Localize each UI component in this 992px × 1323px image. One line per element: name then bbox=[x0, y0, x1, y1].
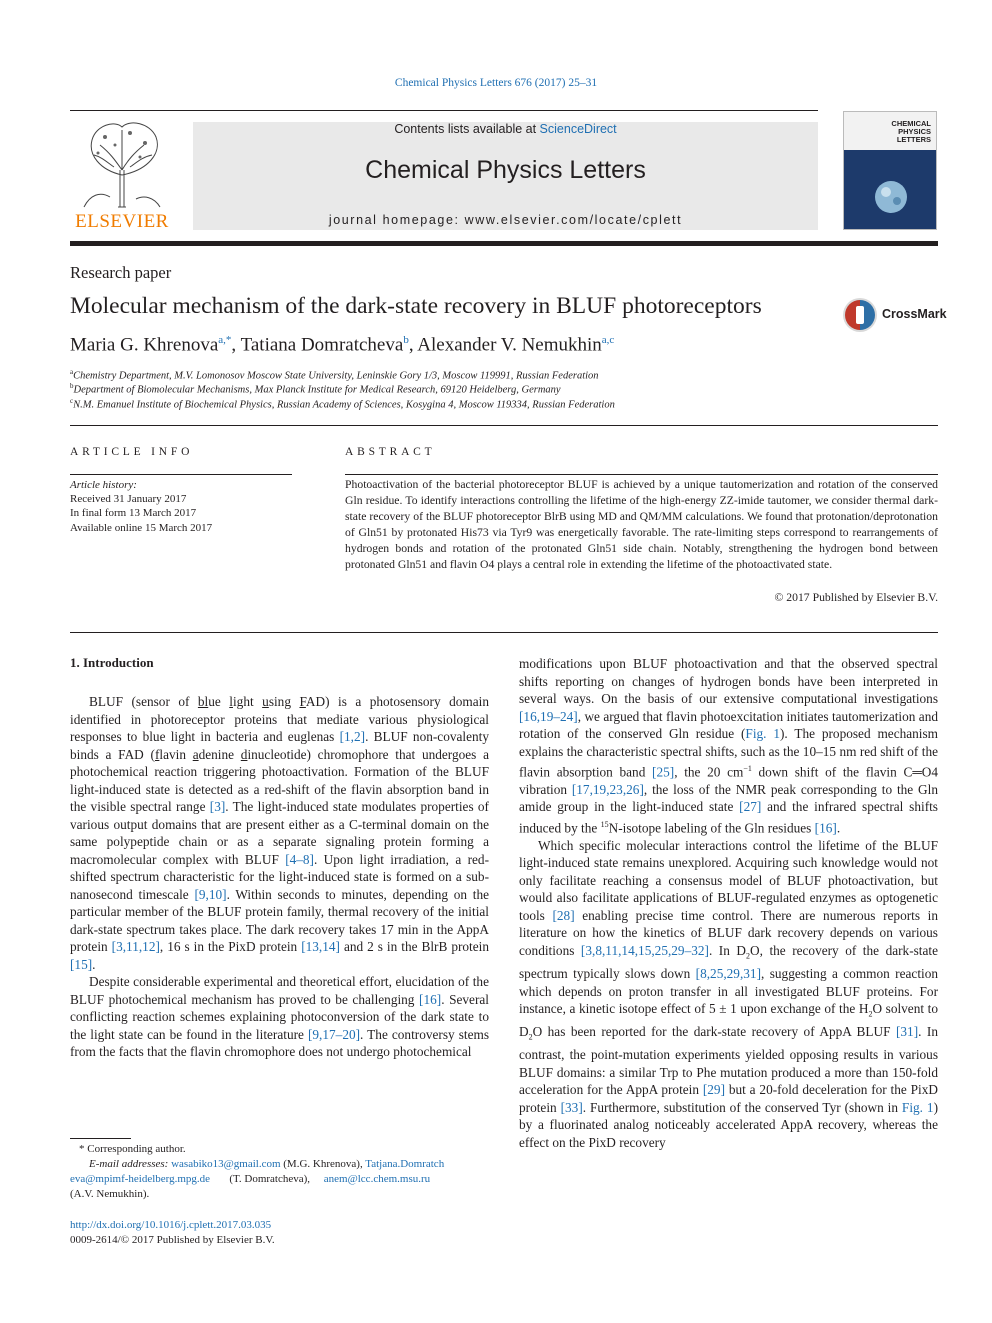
affiliation: $^a$Chemistry Department, M.V. Lomonosov Moscow State University, Leninskie Gory 1/3, Moscow 119991, Russian Federation bbox=[70, 368, 599, 382]
footnote-corresponding: * Corresponding author. bbox=[79, 1143, 186, 1155]
sciencedirect-link[interactable]: ScienceDirect bbox=[539, 122, 617, 136]
article-info-rule bbox=[70, 474, 292, 475]
abstract-copyright: © 2017 Published by Elsevier B.V. bbox=[774, 591, 938, 604]
section-divider bbox=[70, 632, 938, 633]
article-info-heading: ARTICLE INFO bbox=[70, 446, 194, 458]
date-online: Available online 15 March 2017 bbox=[70, 521, 213, 534]
author-name[interactable]: Tatiana Domratcheva bbox=[240, 334, 404, 356]
crossmark-label: CrossMark bbox=[882, 307, 947, 321]
article-title: Molecular mechanism of the dark-state recovery in BLUF photoreceptors bbox=[70, 293, 762, 319]
footnote-rule bbox=[70, 1138, 131, 1139]
crossmark-badge[interactable] bbox=[842, 297, 947, 333]
date-received: Received 31 January 2017 bbox=[70, 493, 187, 506]
elsevier-wordmark: ELSEVIER bbox=[75, 211, 169, 232]
section-heading-introduction: 1. Introduction bbox=[70, 655, 154, 670]
email-link[interactable]: eva@mpimf-heidelberg.mpg.de bbox=[70, 1173, 211, 1185]
abstract-rule bbox=[345, 474, 938, 475]
journal-citation[interactable]: Chemical Physics Letters 676 (2017) 25–31 bbox=[394, 77, 598, 89]
email-link[interactable]: wasabiko13@gmail.com bbox=[171, 1158, 281, 1170]
abstract-heading: ABSTRACT bbox=[345, 446, 436, 458]
author-affiliation-mark[interactable]: a,* bbox=[218, 334, 232, 346]
doi-link[interactable]: http://dx.doi.org/10.1016/j.cplett.2017.03.035 bbox=[70, 1219, 272, 1231]
abstract-text: Photoactivation of the bacterial photoreceptor BLUF is achieved by a unique tautomerization and rotation of the conserved Gln residue. To identify interactions controlling the lifetime of the high-energy ZZ-imide tautomer, we consider thermal dark-state recovery of the BLUF photoreceptor BlrB using MD and QM/MM calculations. We found that protonation/deprotonation of Gln51 by protonated His73 via Tyr9 was energetically favorable. The rate-limiting steps correspond to rearrangements of hydrogen bonds and rotation of the protonated Gln51 side chain. Notably, strengthening the hydrogen bond between protonated Gln51 and flavin O4 plays a central role in extending the lifetime of the photoactivated state. bbox=[345, 478, 938, 571]
article-type: Research paper bbox=[70, 263, 172, 282]
doi-block bbox=[70, 1218, 275, 1247]
journal-title: Chemical Physics Letters bbox=[365, 156, 646, 184]
affiliation: $^b$Department of Biomolecular Mechanisms, Max Planck Institute for Medical Research, 69120 Heidelberg, Germany bbox=[70, 382, 561, 396]
footnote-emails: E-mail addresses: wasabiko13@gmail.com (M.G. Khrenova), Tatjana.Domratch eva@mpimf-heidelberg.mpg.de (T. Domratcheva), anem@lcc.chem.msu.ru (A.V. Nemukhin). bbox=[70, 1158, 445, 1200]
author-affiliation-mark[interactable]: a,c bbox=[601, 334, 615, 346]
body-column-left: BLUF (sensor of blue light using FAD) is a photosensory domain identified in photoreceptor proteins that mediate various physiological responses to blue light in bacteria and euglenas [1,2]. BLUF non-covalenty binds a FAD (flavin adenine dinucleotide) chromophore that undergoes a photochemical reaction triggering photoactivation. Formation of the BLUF light-induced state is detected as a red-shift of the flavin absorption band in the visible spectral range [3]. The light-induced state modulates properties of various output domains that are present either as a C-terminal domain on the same polypeptide chain or as a separate signaling protein forming a macromolecular complex with BLUF [4–8]. Upon light irradiation, a red-shifted spectrum characteristic for the light-induced state is formed on a sub-nanosecond timescale [9,10]. Within seconds to minutes, depending on the particular member of the BLUF protein family, thermal recovery of the initial dark-state spectrum takes place. The dark recovery takes 17 min in the AppA protein [3,11,12], 16 s in the PixD protein [13,14] and 2 s in the BlrB protein [15]. Despite considerable experimental and theoretical effort, elucidation of the BLUF photochemical mechanism has proved to be challenging [16]. Several conflicting reaction schemes explaining photoconversion of the dark state to the light state can be found in the literature [9,17–20]. The controversy stems from the facts that the flavin chromophore does not undergo photochemical bbox=[70, 694, 490, 1059]
history-label: Article history: bbox=[70, 479, 137, 491]
body-column-right: modifications upon BLUF photoactivation and that the observed spectral shifts reporting on changes of hydrogen bonds have been interpreted in several ways. On the basis of our extensive computational investigations [16,19–24], we argued that flavin photoexcitation initiates tautomerization and rotation of the conserved Gln residue (Fig. 1). The proposed mechanism explains the characteristic spectral shifts, such as the 10–15 nm red shift of the flavin absorption band [25], the 20 $cm^{-1}$ down shift of the flavin C═O4 vibration [17,19,23,26], the loss of the NMR peak corresponding to the Gln amide group in the light-induced state [27] and the infrared spectral shifts induced by the $^{15}$N-isotope labeling of the Gln residues [16]. Which specific molecular interactions control the lifetime of the BLUF light-induced state remains unexplored. Acquiring such knowledge would not only facilitate reaching a consensus model of BLUF photoactivation, but would also facilitate applications of BLUF-regulated enzymes as optogenetic tools [28] enabling precise time control. There are numerous reports in literature on how the kinetics of BLUF dark recovery depends on various conditions [3,8,11,14,15,25,29–32]. In $D_2O$, the recovery of the dark-state spectrum typically slows down [8,25,29,31], suggesting a common reaction which depends on proton transfer in all investigated BLUF proteins. For instance, a kinetic isotope effect of 5 ± 1 upon exchange of the $H_2O$ solvent to $D_2O$ has been reported for the dark-state recovery of AppA BLUF [31]. In contrast, the point-mutation experiments yielded opposing results in various BLUF domains: a similar Trp to Phe mutation produced a more than 150-fold acceleration for the AppA protein [29] but a 20-fold deceleration for the PixD protein [33]. Furthermore, substitution of the conserved Tyr (shown in Fig. 1) by a fluorinated analog noticeably accelerated AppA recovery, whereas the effect on the PixD recovery bbox=[519, 656, 939, 1150]
contents-line: Contents lists available at ScienceDirect bbox=[394, 122, 617, 136]
journal-cover-thumbnail[interactable] bbox=[843, 111, 937, 230]
author-affiliation-mark[interactable]: b bbox=[403, 334, 409, 346]
header-rule-thick bbox=[70, 241, 938, 246]
section-divider bbox=[70, 425, 938, 426]
email-link[interactable]: Tatjana.Domratch bbox=[365, 1158, 445, 1170]
author-name[interactable]: Maria G. Khrenova bbox=[70, 334, 219, 356]
author-list: Maria G. Khrenova$^{a,*}$, Tatiana Domratcheva$^b$, Alexander V. Nemukhin$^{a,c}$ bbox=[70, 334, 615, 356]
author-name[interactable]: Alexander V. Nemukhin bbox=[417, 334, 602, 356]
cover-art-icon bbox=[866, 172, 916, 222]
homepage-url[interactable]: www.elsevier.com/locate/cplett bbox=[464, 213, 683, 227]
email-link[interactable]: anem@lcc.chem.msu.ru bbox=[323, 1173, 431, 1185]
journal-homepage: journal homepage: www.elsevier.com/locate/cplett bbox=[328, 213, 683, 227]
affiliation: $^c$N.M. Emanuel Institute of Biochemical Physics, Russian Academy of Sciences, Kosygina 4, Moscow 119334, Russian Federation bbox=[70, 397, 615, 411]
article-history bbox=[70, 478, 212, 535]
date-final: In final form 13 March 2017 bbox=[70, 507, 197, 520]
cover-title: CHEMICAL PHYSICS LETTERS bbox=[891, 119, 931, 144]
issn-line: 0009-2614/© 2017 Published by Elsevier B.V. bbox=[70, 1233, 275, 1246]
header-rule-top bbox=[70, 110, 818, 111]
crossmark-icon bbox=[842, 297, 878, 333]
